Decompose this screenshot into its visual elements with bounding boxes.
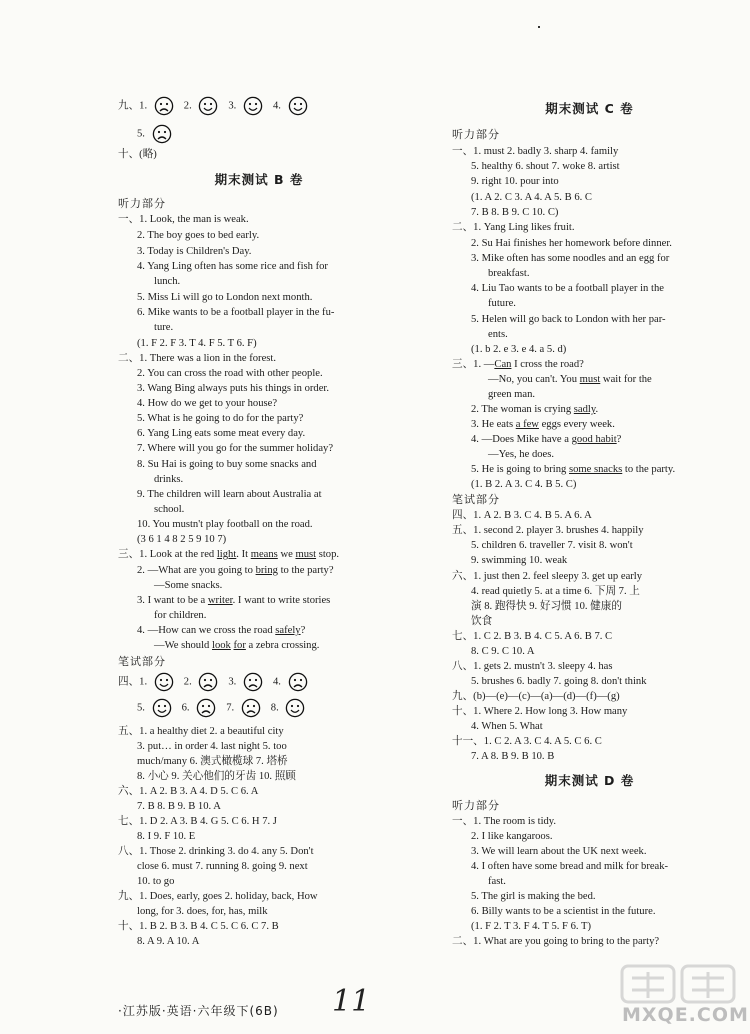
answer-line: 七、1. C 2. B 3. B 4. C 5. A 6. B 7. C (452, 631, 613, 642)
underlined-answer: means (250, 549, 278, 560)
text-run: 4. —How can we cross the road (137, 625, 276, 636)
answer-line: 9. The children will learn about Australia at (137, 489, 322, 500)
smiley-face-icon (288, 96, 308, 116)
text-run: 2. (183, 100, 195, 112)
answer-line: 演 8. 跑得快 9. 好习惯 10. 健康的 (471, 601, 622, 612)
answer-line: 一、1. must 2. badly 3. sharp 4. family (452, 146, 619, 157)
answer-line: long, for 3. does, for, has, milk (137, 906, 268, 917)
answer-line: 5. Miss Li will go to London next month. (137, 292, 313, 303)
answer-line: 10. You mustn't play football on the road. (137, 519, 313, 530)
answer-line: 二、1. What are you going to bring to the party? (452, 936, 660, 947)
underlined-answer: some snacks (569, 464, 623, 475)
part-heading: 听力部分 (452, 799, 500, 812)
underlined-answer: light (216, 549, 237, 560)
section-title: 期末测试 B 卷 (214, 172, 304, 187)
answer-line: drinks. (154, 474, 184, 485)
answer-line: much/many 6. 澳式橄榄球 7. 塔桥 (137, 756, 288, 767)
text-run: . (595, 404, 599, 415)
text-run: 4. (272, 676, 284, 688)
answer-line (471, 402, 598, 417)
answer-line: (1. F 2. F 3. T 4. F 5. T 6. F) (137, 338, 257, 349)
text-run: 8. (270, 702, 282, 714)
answer-line: 2. You can cross the road with other people. (137, 368, 323, 379)
answer-line (137, 698, 315, 718)
answer-line (471, 462, 675, 477)
answer-line: 6. Yang Ling eats some meat every day. (137, 428, 306, 439)
answer-line (471, 417, 615, 432)
answer-line: 7. B 8. B 9. B 10. A (137, 801, 221, 812)
sad-face-icon (288, 672, 308, 692)
answer-line (137, 124, 182, 144)
answer-line: —Some snacks. (154, 580, 223, 591)
answer-line: 4. read quietly 5. at a time 6. 下周 7. 上 (471, 586, 640, 597)
answer-line: 5. brushes 6. badly 7. going 8. don't think (471, 676, 647, 687)
smiley-face-icon (154, 672, 174, 692)
answer-line: 十一、1. C 2. A 3. C 4. A 5. C 6. C (452, 736, 602, 747)
answer-line: 4. I often have some bread and milk for break- (471, 861, 669, 872)
underlined-answer: must (579, 374, 601, 385)
answer-line: 3. put… in order 4. last night 5. too (137, 741, 287, 752)
underlined-answer: writer (207, 595, 233, 606)
part-heading: 笔试部分 (452, 493, 500, 506)
text-run: stop. (316, 549, 340, 560)
text-run: 2. (183, 676, 195, 688)
smiley-face-icon (198, 96, 218, 116)
answer-line: fast. (488, 876, 506, 887)
answer-line: 5. Helen will go back to London with her par- (471, 314, 666, 325)
answer-line: —Yes, he does. (488, 449, 555, 460)
answer-line (154, 638, 319, 653)
text-run: 四、1. (118, 676, 150, 688)
text-run: 4. —Does Mike have a (471, 434, 572, 445)
answer-line: 3. Mike often has some noodles and an egg for (471, 253, 670, 264)
text-run: to the party? (277, 565, 334, 576)
answer-line: school. (154, 504, 185, 515)
underlined-answer: for (233, 640, 246, 651)
text-run: . It (236, 549, 251, 560)
answer-line: close 6. must 7. running 8. going 9. next (137, 861, 308, 872)
answer-line: 5. What is he going to do for the party? (137, 413, 304, 424)
text-run: we (277, 549, 296, 560)
answer-line: breakfast. (488, 268, 530, 279)
answer-line: 六、1. A 2. B 3. A 4. D 5. C 6. A (118, 786, 259, 797)
part-heading: 笔试部分 (118, 655, 166, 668)
sad-face-icon (243, 672, 263, 692)
text-run: wait for the (600, 374, 652, 385)
answer-line: 8. A 9. A 10. A (137, 936, 200, 947)
answer-line: 八、1. Those 2. drinking 3. do 4. any 5. Don't (118, 846, 314, 857)
answer-line: future. (488, 298, 516, 309)
answer-line: 七、1. D 2. A 3. B 4. G 5. C 6. H 7. J (118, 816, 277, 827)
answer-line: 十、(略) (118, 149, 157, 160)
text-run: 3. (228, 676, 239, 688)
underlined-answer: a few (515, 419, 539, 430)
sad-face-icon (154, 96, 174, 116)
sad-face-icon (196, 698, 216, 718)
answer-line: 八、1. gets 2. mustn't 3. sleepy 4. has (452, 661, 613, 672)
text-run: a zebra crossing. (245, 640, 320, 651)
answer-line: 7. A 8. B 9. B 10. B (471, 751, 555, 762)
sad-face-icon (152, 124, 172, 144)
answer-line: for children. (154, 610, 207, 621)
text-run: 3. (228, 100, 239, 112)
answer-line: 二、1. Yang Ling likes fruit. (452, 222, 575, 233)
answer-line: (1. F 2. T 3. F 4. T 5. F 6. T) (471, 921, 591, 932)
answer-line: 4. Liu Tao wants to be a football player in the (471, 283, 664, 294)
text-run: 5. (137, 702, 148, 714)
answer-line: 五、1. second 2. player 3. brushes 4. happily (452, 525, 644, 536)
smiley-face-icon (243, 96, 263, 116)
underlined-answer: Can (494, 359, 512, 370)
text-run: 3. He eats (471, 419, 516, 430)
answer-line: 7. Where will you go for the summer holiday? (137, 443, 334, 454)
answer-line: (1. b 2. e 3. e 4. a 5. d) (471, 344, 567, 355)
text-run: 7. (226, 702, 237, 714)
answer-line: 6. Mike wants to be a football player in the fu- (137, 307, 335, 318)
answer-line: 十、1. B 2. B 3. B 4. C 5. C 6. C 7. B (118, 921, 279, 932)
text-run: 3. I want to be a (137, 595, 208, 606)
underlined-answer: must (295, 549, 317, 560)
answer-line: ents. (488, 329, 508, 340)
text-run: to the party. (622, 464, 676, 475)
text-run: eggs every week. (538, 419, 615, 430)
answer-line (137, 593, 330, 608)
answer-line: 一、1. Look, the man is weak. (118, 214, 249, 225)
answer-line: 十、1. Where 2. How long 3. How many (452, 706, 628, 717)
answer-line (118, 547, 339, 562)
answer-line: 六、1. just then 2. feel sleepy 3. get up early (452, 571, 643, 582)
text-run: —No, you can't. You (488, 374, 580, 385)
underlined-answer: look (212, 640, 231, 651)
answer-line (118, 672, 318, 692)
answer-line: 四、1. A 2. B 3. C 4. B 5. A 6. A (452, 510, 592, 521)
text-run: 4. (272, 100, 284, 112)
answer-line: 8. 小心 9. 关心他们的牙齿 10. 照顾 (137, 771, 296, 782)
part-heading: 听力部分 (118, 197, 166, 210)
answer-line: 8. I 9. F 10. E (137, 831, 196, 842)
answer-line: 2. The boy goes to bed early. (137, 230, 260, 241)
answer-line (452, 357, 584, 372)
text-run: 三、1. — (452, 359, 495, 370)
text-run: 2. —What are you going to (137, 565, 256, 576)
sad-face-icon (241, 698, 261, 718)
answer-line: 10. to go (137, 876, 175, 887)
section-title: 期末测试 D 卷 (544, 773, 635, 788)
watermark-text: MXQE.COM (622, 1004, 749, 1026)
answer-line: 4. Yang Ling often has some rice and fish for (137, 261, 328, 272)
answer-line: 饮食 (471, 616, 493, 627)
answer-line: 6. Billy wants to be a scientist in the future. (471, 906, 656, 917)
answer-line: 2. I like kangaroos. (471, 831, 553, 842)
underlined-answer: good habit (571, 434, 617, 445)
answer-line (488, 372, 652, 387)
text-run: . I want to write stories (232, 595, 331, 606)
answer-line (137, 563, 334, 578)
answer-line (118, 96, 318, 116)
text-run: 5. (137, 128, 148, 140)
answer-line: lunch. (154, 276, 181, 287)
answer-line: 九、1. Does, early, goes 2. holiday, back, How (118, 891, 318, 902)
answer-line: 4. How do we get to your house? (137, 398, 278, 409)
answer-line: 9. swimming 10. weak (471, 555, 568, 566)
text-run: I cross the road? (511, 359, 584, 370)
answer-line: (3 6 1 4 8 2 5 9 10 7) (137, 534, 227, 545)
answer-line: (1. A 2. C 3. A 4. A 5. B 6. C (471, 192, 592, 203)
underlined-answer: safely (275, 625, 301, 636)
smiley-face-icon (285, 698, 305, 718)
answer-line: 5. children 6. traveller 7. visit 8. won't (471, 540, 633, 551)
underlined-answer: bring (255, 565, 278, 576)
answer-line: 五、1. a healthy diet 2. a beautiful city (118, 726, 284, 737)
answer-line: 5. healthy 6. shout 7. woke 8. artist (471, 161, 620, 172)
answer-line: ture. (154, 322, 174, 333)
answer-line: 一、1. The room is tidy. (452, 816, 557, 827)
text-run: 6. (181, 702, 193, 714)
answer-line: 3. Today is Children's Day. (137, 246, 252, 257)
answer-line: 九、(b)—(e)—(c)—(a)—(d)—(f)—(g) (452, 691, 620, 702)
answer-line: 9. right 10. pour into (471, 176, 559, 187)
part-heading: 听力部分 (452, 128, 500, 141)
underlined-answer: sadly (573, 404, 596, 415)
text-run: 三、1. Look at the red (118, 549, 217, 560)
text-run: ? (616, 434, 622, 445)
sad-face-icon (198, 672, 218, 692)
text-run: 5. He is going to bring (471, 464, 569, 475)
answer-line: 3. We will learn about the UK next week. (471, 846, 647, 857)
smiley-face-icon (152, 698, 172, 718)
section-title: 期末测试 C 卷 (545, 101, 634, 116)
answer-line (137, 623, 305, 638)
text-run: 九、1. (118, 100, 150, 112)
text-run: ? (300, 625, 306, 636)
answer-line: 4. When 5. What (471, 721, 543, 732)
answer-line: 7. B 8. B 9. C 10. C) (471, 207, 559, 218)
answer-line: 8. Su Hai is going to buy some snacks and (137, 459, 317, 470)
answer-line: 二、1. There was a lion in the forest. (118, 353, 276, 364)
text-run: 2. The woman is crying (471, 404, 574, 415)
answer-line: 3. Wang Bing always puts his things in order. (137, 383, 329, 394)
footer-edition: ·江苏版·英语·六年级下(6B) (118, 1004, 279, 1018)
text-run: —We should (154, 640, 212, 651)
page-speck (538, 26, 540, 28)
answer-line: (1. B 2. A 3. C 4. B 5. C) (471, 479, 577, 490)
answer-line (471, 432, 621, 447)
page-number: 11 (332, 984, 371, 1019)
answer-line: green man. (488, 389, 536, 400)
answer-line: 8. C 9. C 10. A (471, 646, 535, 657)
answer-line: 5. The girl is making the bed. (471, 891, 596, 902)
answer-line: 2. Su Hai finishes her homework before dinner. (471, 238, 672, 249)
